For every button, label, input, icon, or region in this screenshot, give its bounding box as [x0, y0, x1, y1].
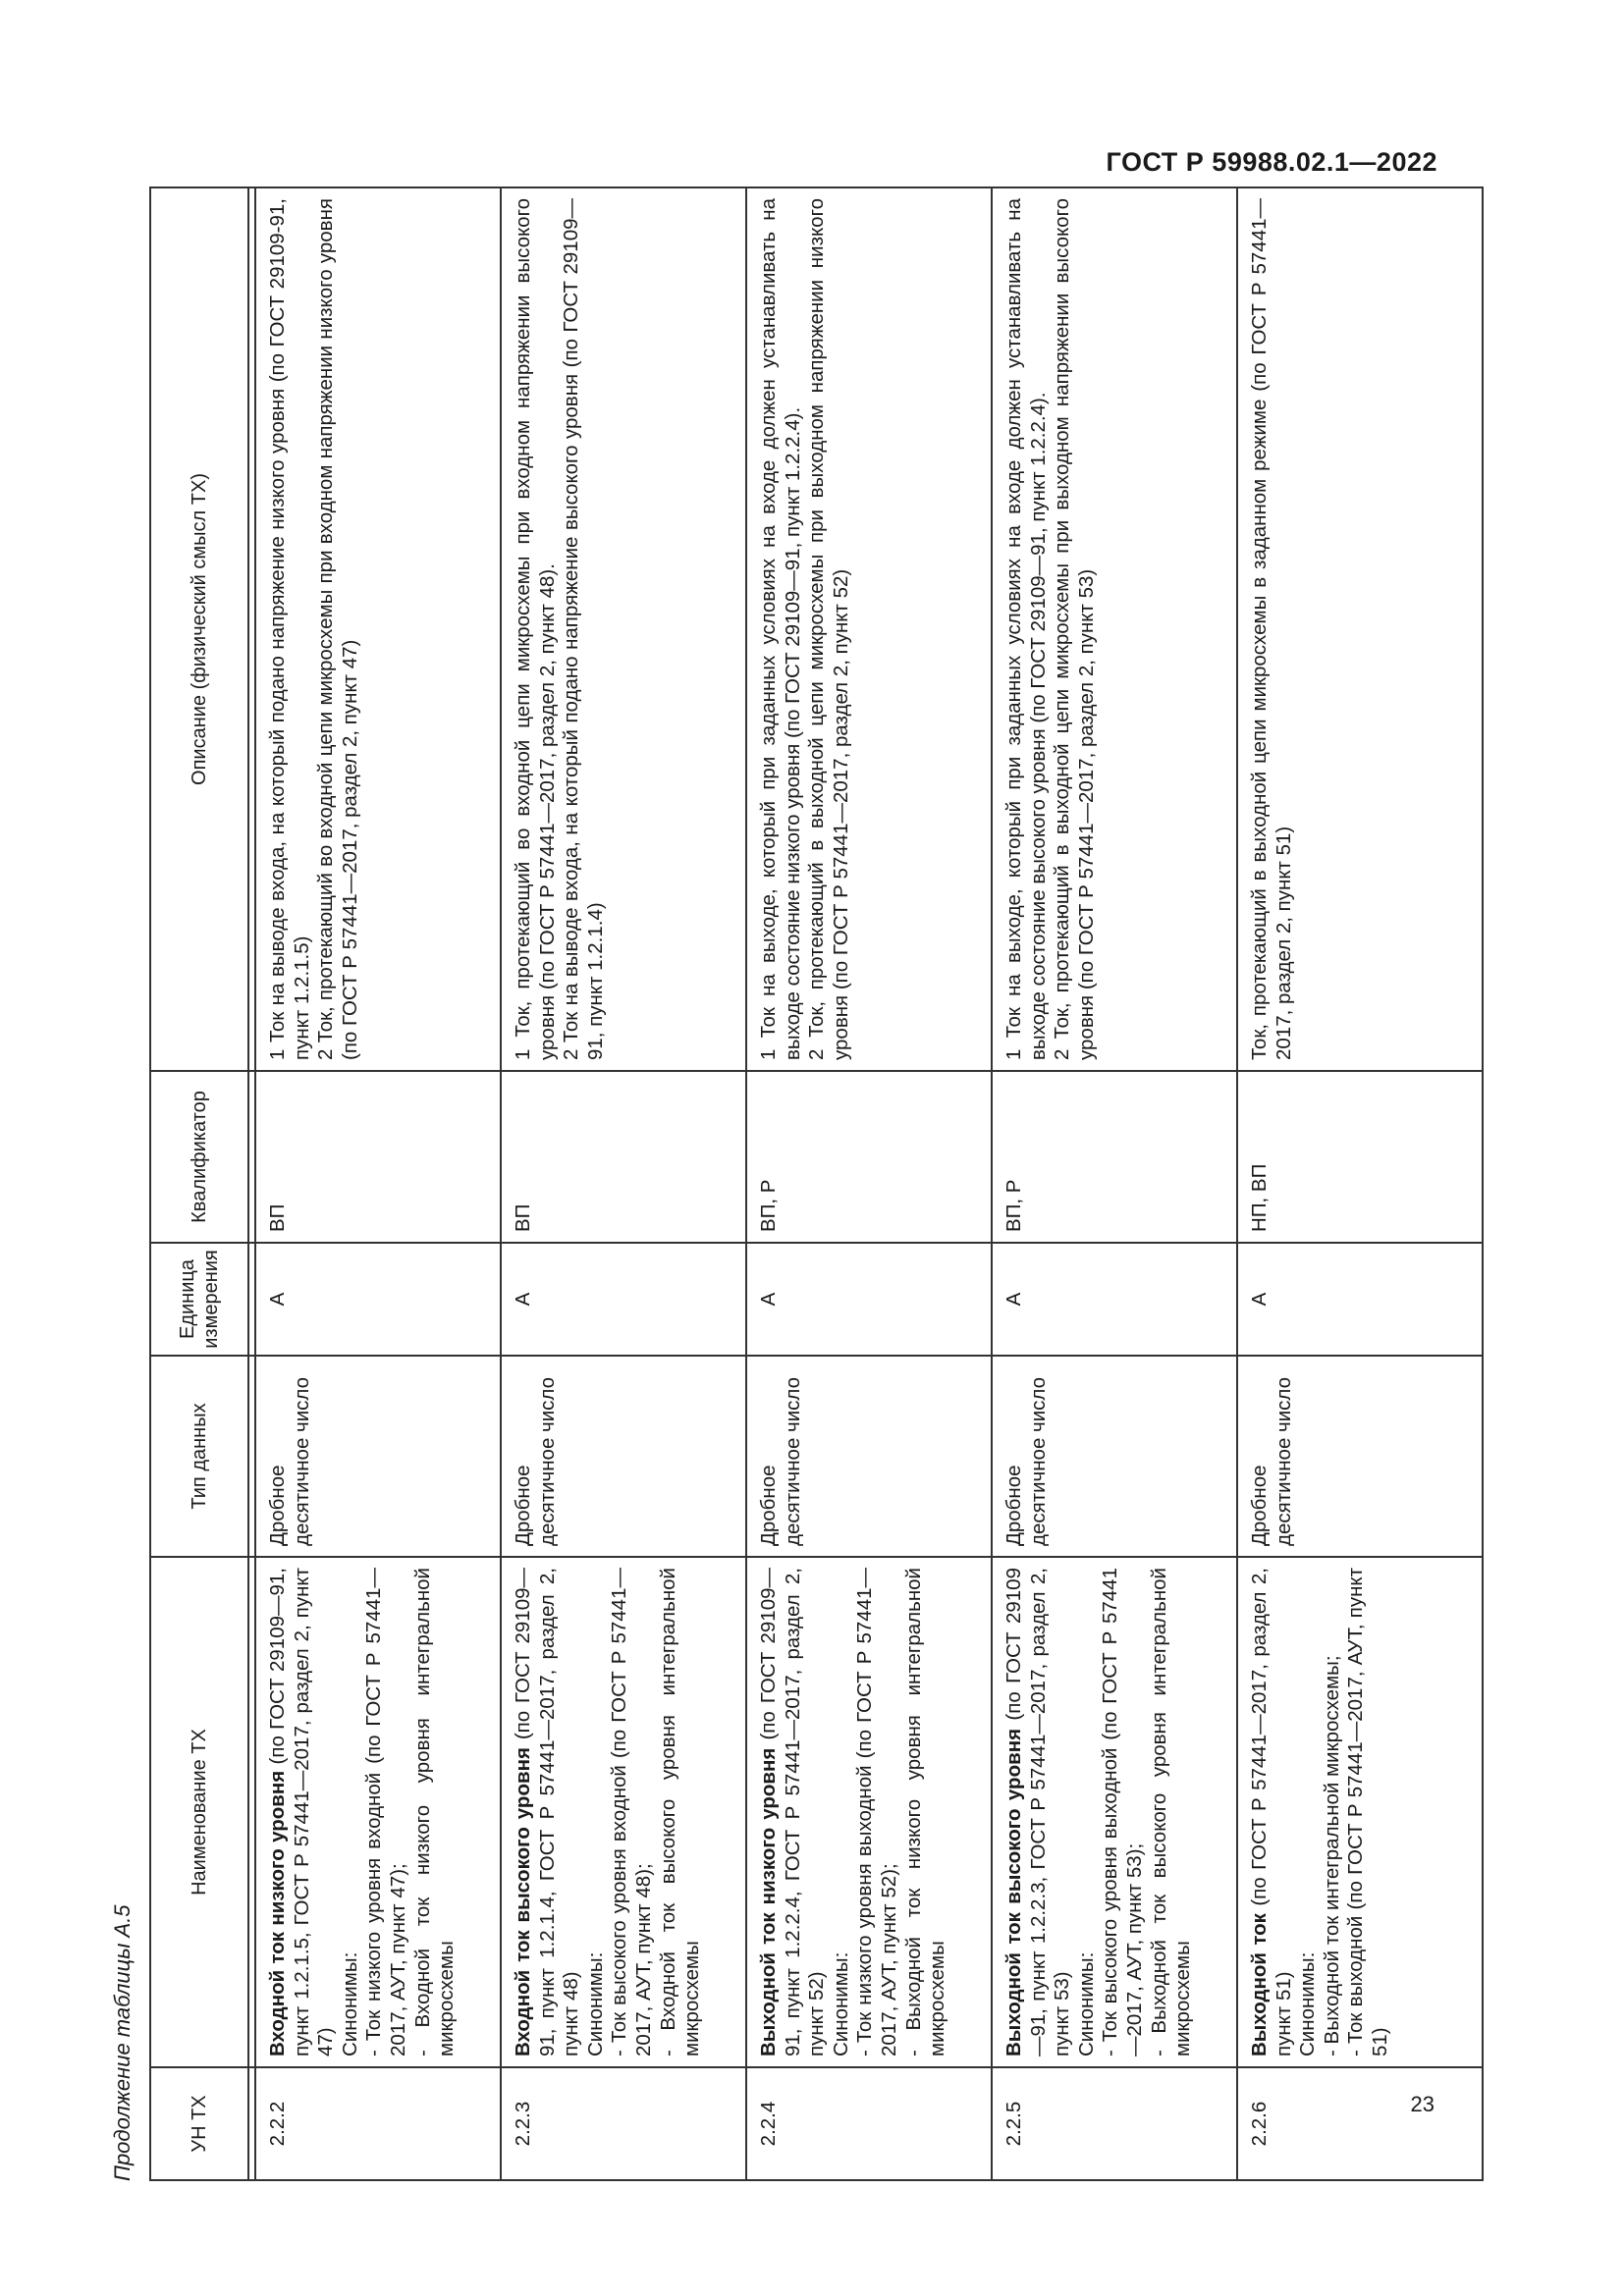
row-unit: А [501, 1243, 746, 1356]
table-row [992, 187, 1237, 2180]
table-row [501, 187, 746, 2180]
row-qualifier: ВП [501, 1071, 746, 1243]
description-paragraph: 2 Ток на выводе входа, на который подано напряжение высокого уровня (по ГОСТ 29109—91, пункт 1.2.1.4) [560, 198, 607, 1060]
row-id: 2.2.4 [746, 2067, 992, 2180]
row-qualifier: ВП, Р [746, 1071, 992, 1243]
header-name: Наименование ТХ [150, 1557, 248, 2067]
table-caption: Продолжение таблицы А.5 [110, 1904, 135, 2181]
description-paragraph: 1 Ток, протекающий во входной цепи микросхемы при входном напряжении высокого уровня (по ГОСТ Р 57441—2017, раздел 2, пункт 48). [512, 198, 559, 1060]
row-name-bold: Выходной ток низкого уровня [757, 1747, 780, 2056]
page-number: 23 [1410, 2092, 1435, 2116]
header-id: УН ТХ [150, 2067, 248, 2180]
header-description: Описание (физический смысл ТХ) [150, 187, 248, 1071]
row-unit: А [1237, 1243, 1483, 1356]
row-id: 2.2.2 [255, 2067, 501, 2180]
row-unit: А [746, 1243, 992, 1356]
row-qualifier: ВП, Р [992, 1071, 1237, 1243]
header-data-type: Тип данных [150, 1356, 248, 1557]
row-name [992, 1557, 1237, 2067]
row-description [255, 187, 501, 1071]
synonym-item: - Ток низкого уровня входной (по ГОСТ Р 57441—2017, АУТ, пункт 47); [362, 1568, 409, 2056]
table-row [1237, 187, 1483, 2180]
row-data-type: Дробное десятичное число [992, 1356, 1237, 1557]
table-row [255, 187, 501, 2180]
synonym-item: - Выходной ток высокого уровня интегральной микросхемы [1147, 1568, 1195, 2056]
description-paragraph: 1 Ток на выходе, который при заданных условиях на входе должен устанавливать на выходе состояние высокого уровня (по ГОСТ 29109—91, пункт 1.2.2.4). [1002, 198, 1050, 1060]
synonyms-label: Синонимы: [1296, 1951, 1320, 2056]
row-qualifier: ВП [255, 1071, 501, 1243]
header-qualifier: Квалификатор [150, 1071, 248, 1243]
description-paragraph: Ток, протекающий в выходной цепи микросхемы в заданном режиме (по ГОСТ Р 57441—2017, раздел 2, пункт 51) [1248, 198, 1295, 1060]
row-data-type: Дробное десятичное число [746, 1356, 992, 1557]
description-paragraph: 2 Ток, протекающий в выходной цепи микросхемы при выходном напряжении высокого уровня (по ГОСТ Р 57441—2017, раздел 2, пункт 53) [1051, 198, 1098, 1060]
row-data-type: Дробное десятичное число [1237, 1356, 1483, 1557]
description-paragraph: 1 Ток на выводе входа, на который подано напряжение низкого уровня (по ГОСТ 29109-91, пункт 1.2.1.5) [266, 198, 313, 1060]
row-name-bold: Выходной ток высокого уровня [1002, 1728, 1025, 2056]
row-data-type: Дробное десятичное число [255, 1356, 501, 1557]
synonym-item: - Входной ток низкого уровня интегральной микросхемы [410, 1568, 459, 2056]
row-id: 2.2.5 [992, 2067, 1237, 2180]
synonym-item: - Входной ток высокого уровня интегральной микросхемы [656, 1568, 704, 2056]
synonyms-label: Синонимы: [583, 1951, 607, 2056]
row-name [255, 1557, 501, 2067]
rotated-table-area [110, 188, 1391, 2181]
synonym-item: - Ток высокого уровня выходной (по ГОСТ Р 57441—2017, АУТ, пункт 53); [1099, 1568, 1146, 2056]
row-name [746, 1557, 992, 2067]
row-description [1237, 187, 1483, 1071]
row-name-reference: (по ГОСТ 29109—91, пункт 1.2.2.4, ГОСТ Р 57441—2017, раздел 2, пункт 52) [757, 1568, 829, 2056]
synonyms-label: Синонимы: [829, 1951, 852, 2056]
description-paragraph: 1 Ток на выходе, который при заданных условиях на входе должен устанавливать на выходе состояние низкого уровня (по ГОСТ 29109—91, пункт 1.2.2.4). [757, 198, 804, 1060]
row-id: 2.2.3 [501, 2067, 746, 2180]
row-name [1237, 1557, 1483, 2067]
row-qualifier: НП, ВП [1237, 1071, 1483, 1243]
row-name-reference: (по ГОСТ 29109—91, пункт 1.2.1.5, ГОСТ Р 57441—2017, раздел 2, пункт 47) [266, 1568, 338, 2056]
table-header-row [150, 187, 248, 2180]
document-code: ГОСТ Р 59988.02.1—2022 [1106, 147, 1437, 177]
characteristics-table [149, 187, 1484, 2181]
table-row [746, 187, 992, 2180]
row-name-reference: (по ГОСТ Р 57441—2017, раздел 2, пункт 51) [1248, 1568, 1295, 2056]
row-unit: А [255, 1243, 501, 1356]
synonym-item: - Ток выходной (по ГОСТ Р 57441—2017, АУТ, пункт 51) [1344, 1568, 1391, 2056]
row-name-bold: Выходной ток [1248, 1913, 1271, 2056]
row-name-reference: (по ГОСТ 29109—91, пункт 1.2.2.3, ГОСТ Р 57441—2017, раздел 2, пункт 53) [1002, 1568, 1074, 2056]
row-description [501, 187, 746, 1071]
row-name-bold: Входной ток низкого уровня [266, 1770, 289, 2056]
row-name [501, 1557, 746, 2067]
synonym-item: - Ток низкого уровня выходной (по ГОСТ Р 57441—2017, АУТ, пункт 52); [853, 1568, 900, 2056]
row-unit: А [992, 1243, 1237, 1356]
header-spacer-row [248, 187, 255, 2180]
description-paragraph: 2 Ток, протекающий в выходной цепи микросхемы при выходном напряжении низкого уровня (по ГОСТ Р 57441—2017, раздел 2, пункт 52) [805, 198, 852, 1060]
row-description [746, 187, 992, 1071]
synonym-item: - Ток высокого уровня входной (по ГОСТ Р 57441—2017, АУТ, пункт 48); [608, 1568, 655, 2056]
synonym-item: - Выходной ток интегральной микросхемы; [1320, 1655, 1343, 2056]
synonyms-label: Синонимы: [338, 1951, 361, 2056]
row-name-reference: (по ГОСТ 29109—91, пункт 1.2.1.4, ГОСТ Р 57441—2017, раздел 2, пункт 48) [512, 1567, 583, 2056]
header-unit: Единица измерения [150, 1243, 248, 1356]
row-name-bold: Входной ток высокого уровня [512, 1747, 534, 2056]
synonym-item: - Выходной ток низкого уровня интегральной микросхемы [901, 1568, 949, 2056]
row-description [992, 187, 1237, 1071]
row-data-type: Дробное десятичное число [501, 1356, 746, 1557]
synonyms-label: Синонимы: [1074, 1951, 1098, 2056]
row-id: 2.2.6 [1237, 2067, 1483, 2180]
description-paragraph: 2 Ток, протекающий во входной цепи микросхемы при входном напряжении низкого уровня (по ГОСТ Р 57441—2017, раздел 2, пункт 47) [314, 198, 361, 1060]
